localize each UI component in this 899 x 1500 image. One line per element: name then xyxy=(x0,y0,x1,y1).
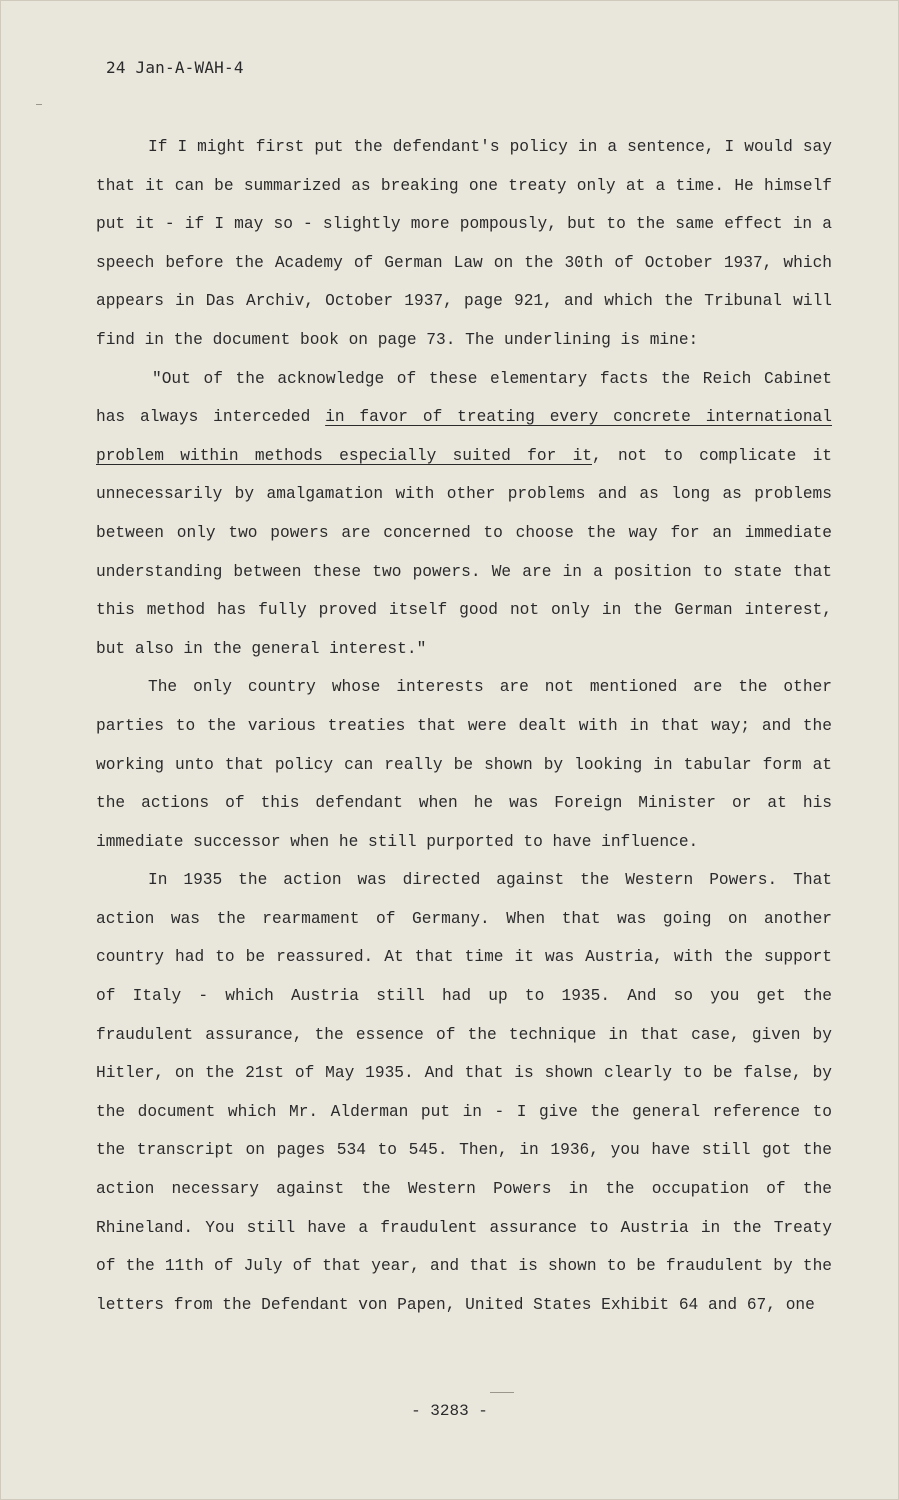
paragraph-policy-summary: If I might first put the defendant's policy in a sentence, I would say that it can be summarized as breaking one treaty only at a time. He himself put it - if I may so - slightly more pompously, but to the same effect in a speech before the Academy of German Law on the 30th of October 1937, which appears in Das Archiv, October 1937, page 921, and which the Tribunal will find in the document book on page 73. The underlining is mine: xyxy=(96,138,832,349)
document-reference-header: 24 Jan-A-WAH-4 xyxy=(106,58,244,77)
paper-speck xyxy=(490,1392,514,1393)
paper-speck xyxy=(36,104,42,105)
quotation-text-end: , not to complicate it unnecessarily by amalgamation with other problems and as long as problems between only two powers are concerned to choose the way for an immediate understanding between these two powers. We are in a position to state that this method has fully proved itself good not only in the German interest, but also in the general interest." xyxy=(96,446,832,658)
paragraph-quotation xyxy=(96,360,832,669)
paragraph-other-parties: The only country whose interests are not mentioned are the other parties to the various treaties that were dealt with in that way; and the working unto that policy can really be shown by looking in tabular form at the actions of this defendant when he was Foreign Minister or at his immediate successor when he still purported to have influence. xyxy=(96,678,832,851)
page-number: - 3283 - xyxy=(411,1402,488,1420)
paragraph-1935-actions: In 1935 the action was directed against the Western Powers. That action was the rearmament of Germany. When that was going on another country had to be reassured. At that time it was Austria, with the support of Italy - which Austria still had up to 1935. And so you get the fraudulent assurance, the essence of the technique in that case, given by Hitler, on the 21st of May 1935. And that is shown clearly to be false, by the document which Mr. Alderman put in - I give the general reference to the transcript on pages 534 to 545. Then, in 1936, you have still got the action necessary against the Western Powers in the occupation of the Rhineland. You still have a fraudulent assurance to Austria in the Treaty of the 11th of July of that year, and that is shown to be fraudulent by the letters from the Defendant von Papen, United States Exhibit 64 and 67, one xyxy=(96,871,832,1314)
quotation-text-start: "Out of the acknowledge of these elementary facts the Reich Cabinet has always interceded xyxy=(96,369,832,427)
document-body xyxy=(96,128,832,1324)
quotation-underlined-text: in favor of treating every concrete international problem within methods especially suited for it xyxy=(96,408,832,465)
